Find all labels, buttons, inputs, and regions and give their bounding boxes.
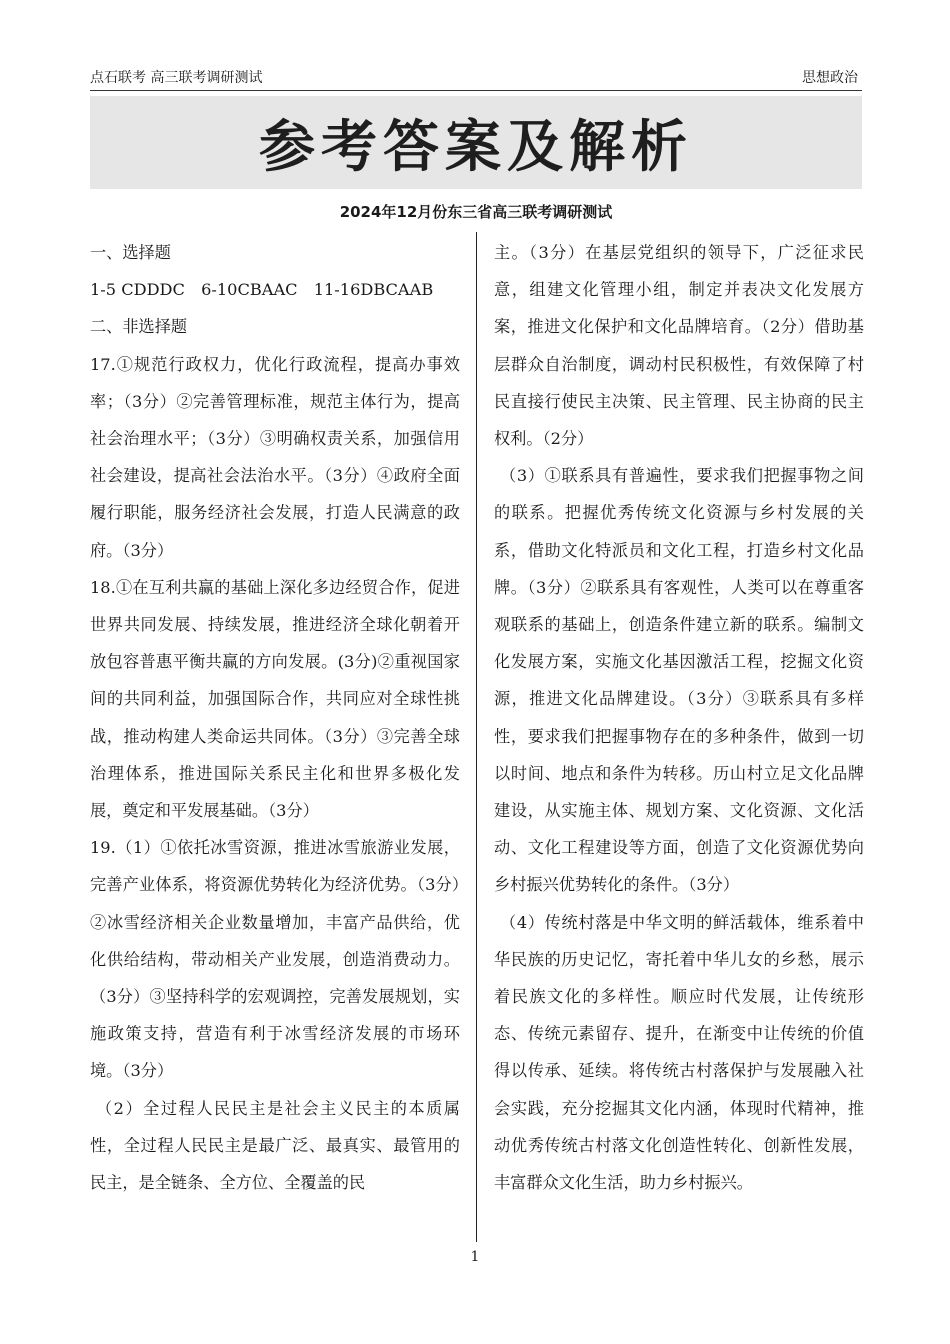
answer-q18: 18.①在互利共赢的基础上深化多边经贸合作，促进世界共同发展、持续发展，推进经济全球化朝着开放包容普惠平衡共赢的方向发展。(3分)②重视国家间的共同利益，加强国际合作，共同应对全球性挑战，推动构建人类命运共同体。（3分）③完善全球治理体系，推进国际关系民主化和世界多极化发展，奠定和平发展基础。（3分） — [90, 577, 460, 821]
choice-answers: 1-5 CDDDC 6-10CBAAC 11-16DBCAAB — [90, 280, 434, 300]
right-column — [494, 234, 864, 1201]
left-column — [90, 234, 460, 1201]
exam-subtitle: 2024年12月份东三省高三联考调研测试 — [339, 203, 613, 221]
header-left-text: 点石联考 高三联考调研测试 — [90, 70, 263, 86]
header-rule — [90, 90, 862, 91]
page-number: 1 — [470, 1249, 480, 1265]
column-divider — [476, 232, 477, 1242]
answer-q19-part1: 19.（1）①依托冰雪资源，推进冰雪旅游业发展，完善产业体系，将资源优势转化为经济优势。（3分）②冰雪经济相关企业数量增加，丰富产品供给，优化供给结构，带动相关产业发展，创造消费动力。（3分）③坚持科学的宏观调控，完善发展规划，实施政策支持，营造有利于冰雪经济发展的市场环境。（3分） — [90, 838, 460, 1081]
banner-title: 参考答案及解析 — [259, 114, 693, 180]
section-heading-nonchoice: 二、非选择题 — [90, 317, 188, 337]
answer-q19-part2: （2）全过程人民民主是社会主义民主的本质属性，全过程人民民主是最广泛、最真实、最管用的民主，是全链条、全方位、全覆盖的民 — [90, 1098, 460, 1193]
title-banner — [90, 96, 862, 189]
answer-q19-part2-continued: 主。（3分）在基层党组织的领导下，广泛征求民意，组建文化管理小组，制定并表决文化发展方案，推进文化保护和文化品牌培育。（2分）借助基层群众自治制度，调动村民积极性，有效保障了村民直接行使民主决策、民主管理、民主协商的民主权利。（2分） — [494, 243, 864, 449]
answer-q19-part4: （4）传统村落是中华文明的鲜活载体，维系着中华民族的历史记忆，寄托着中华儿女的乡愁，展示着民族文化的多样性。顺应时代发展，让传统形态、传统元素留存、提升，在渐变中让传统的价值得以传承、延续。将传统古村落保护与发展融入社会实践，充分挖掘其文化内涵，体现时代精神，推动优秀传统古村落文化创造性转化、创新性发展，丰富群众文化生活，助力乡村振兴。 — [494, 912, 864, 1193]
section-heading-choice: 一、选择题 — [90, 243, 171, 262]
answer-q17: 17.①规范行政权力，优化行政流程，提高办事效率；（3分）②完善管理标准，规范主体行为，提高社会治理水平；（3分）③明确权责关系，加强信用社会建设，提高社会法治水平。（3分）④政府全面履行职能，服务经济社会发展，打造人民满意的政府。（3分） — [90, 354, 460, 560]
header-subject: 思想政治 — [802, 70, 858, 86]
answer-q19-part3: （3）①联系具有普遍性，要求我们把握事物之间的联系。把握优秀传统文化资源与乡村发展的关系，借助文化特派员和文化工程，打造乡村文化品牌。（3分）②联系具有客观性，人类可以在尊重客观联系的基础上，创造条件建立新的联系。编制文化发展方案，实施文化基因激活工程，挖掘文化资源，推进文化品牌建设。（3分）③联系具有多样性，要求我们把握事物存在的多种条件，做到一切以时间、地点和条件为转移。历山村立足文化品牌建设，从实施主体、规划方案、文化资源、文化活动、文化工程建设等方面，创造了文化资源优势向乡村振兴优势转化的条件。（3分） — [494, 466, 864, 895]
